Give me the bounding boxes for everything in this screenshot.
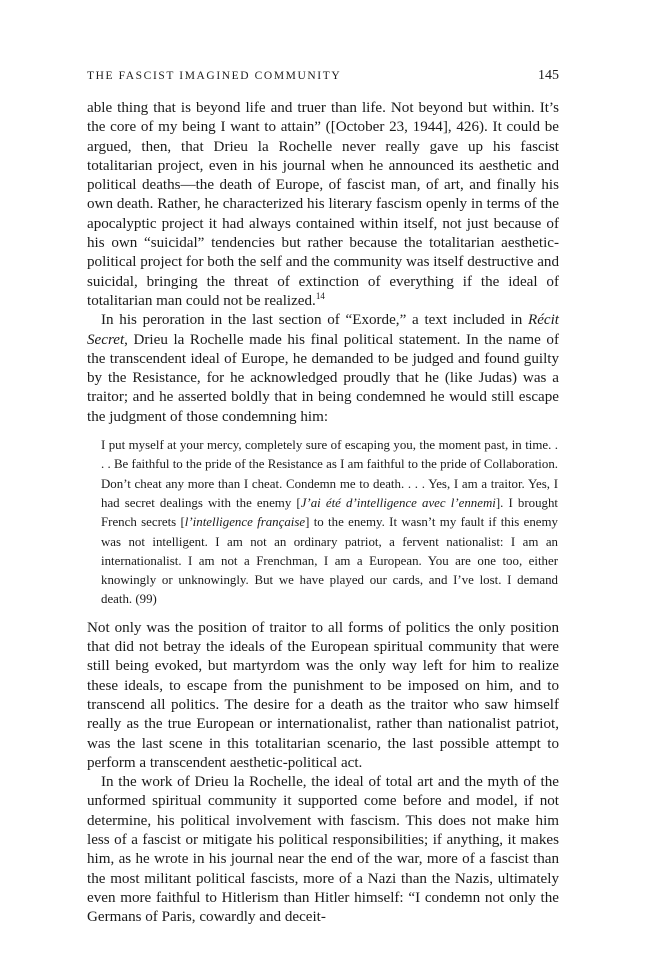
quote-text-b: ]. I brought French secrets [ — [101, 495, 559, 530]
paragraph-2 — [87, 311, 559, 427]
block-quote — [101, 436, 558, 610]
paragraph-1 — [87, 99, 559, 311]
book-title-recit-secret: Récit Secret — [87, 312, 559, 348]
paragraph-4 — [87, 773, 559, 927]
paragraph-4-text: In the work of Drieu la Rochelle, the ideal of total art and the myth of the unformed spiritual community it supported come before and model, if not determine, his political involvement with fascism. This does not make him less of a fascist or mitigate his political responsibilities; if anything, it makes him, as he wrote in his journal near the end of the war, more of a fascist than the most militant political fascists, more of a Nazi than the Nazis, ultimately even more faithful to Hitlerism than Hitler himself: “I condemn not only the Germans of Paris, cowardly and deceit- — [87, 774, 559, 926]
footnote-ref-14[interactable]: 14 — [315, 290, 325, 301]
paragraph-2-text-b: , Drieu la Rochelle made his final political statement. In the name of the transcendent ideal of Europe, he demanded to be judged and found guilty by the Resistance, for he acknowledged proudly that he (like Judas) was a traitor; and he asserted boldly that in being condemned he would still escape the judgment of those condemning him: — [87, 331, 559, 425]
paragraph-1-text: able thing that is beyond life and truer than life. Not beyond but within. It’s the core of my being I want to attain” ([October 23, 1944], 426). It could be argued, then, that Drieu la Rochelle never really gave up his fascist totalitarian project, even in his journal when he announced its aesthetic and political deaths—the death of Europe, of fascist man, of art, and finally his own death. Rather, he characterized his literary fascism openly in terms of the apocalyptic project it had always contained within itself, not just because of his own “suicidal” tendencies but rather because the totalitarian aesthetic-political project for both the self and the community was itself destructive and suicidal, bringing the threat of extinction of everything if the ideal of totalitarian man could not be realized. — [87, 100, 559, 309]
quote-text-c: ] to the enemy. It wasn’t my fault if this enemy was not intelligent. I am not an ordinary patriot, a fervent nationalist: I am an internationalist. I am not a Frenchman, I am a European. You are one too, either knowingly or unknowingly. But we have played our cards, and I’ve lost. I demand death. (99) — [101, 515, 558, 607]
quote-french-phrase-2: l’intelligence française — [184, 515, 306, 530]
quote-french-phrase-1: J’ai été d’intelligence avec l’ennemi — [300, 495, 496, 510]
paragraph-3 — [87, 619, 559, 773]
page-number: 145 — [538, 68, 559, 83]
paragraph-2-text-a: In his peroration in the last section of “Exorde,” a text included in — [101, 312, 528, 329]
book-page — [87, 68, 559, 927]
running-title: THE FASCIST IMAGINED COMMUNITY — [87, 70, 342, 82]
quote-text-a: I put myself at your mercy, completely sure of escaping you, the moment past, in time. . . . Be faithful to the pride of the Resistance as I am faithful to the pride of Collaboration. Don’t cheat any more than I cheat. Condemn me to death. . . . Yes, I am a traitor. Yes, I had secret dealings with the enemy [ — [101, 438, 558, 510]
running-head — [87, 68, 559, 90]
paragraph-3-text: Not only was the position of traitor to all forms of politics the only position that did not betray the ideals of the European spiritual community that were still being evoked, but martyrdom was the only way left for him to realize these ideals, to escape from the punishment to be imposed on him, and to transcend all politics. The desire for a death as the traitor who saw himself really as the true European or internationalist, rather than nationalist patriot, was the last scene in this totalitarian scenario, the last possible attempt to perform a transcendent aesthetic-political act. — [87, 619, 559, 771]
